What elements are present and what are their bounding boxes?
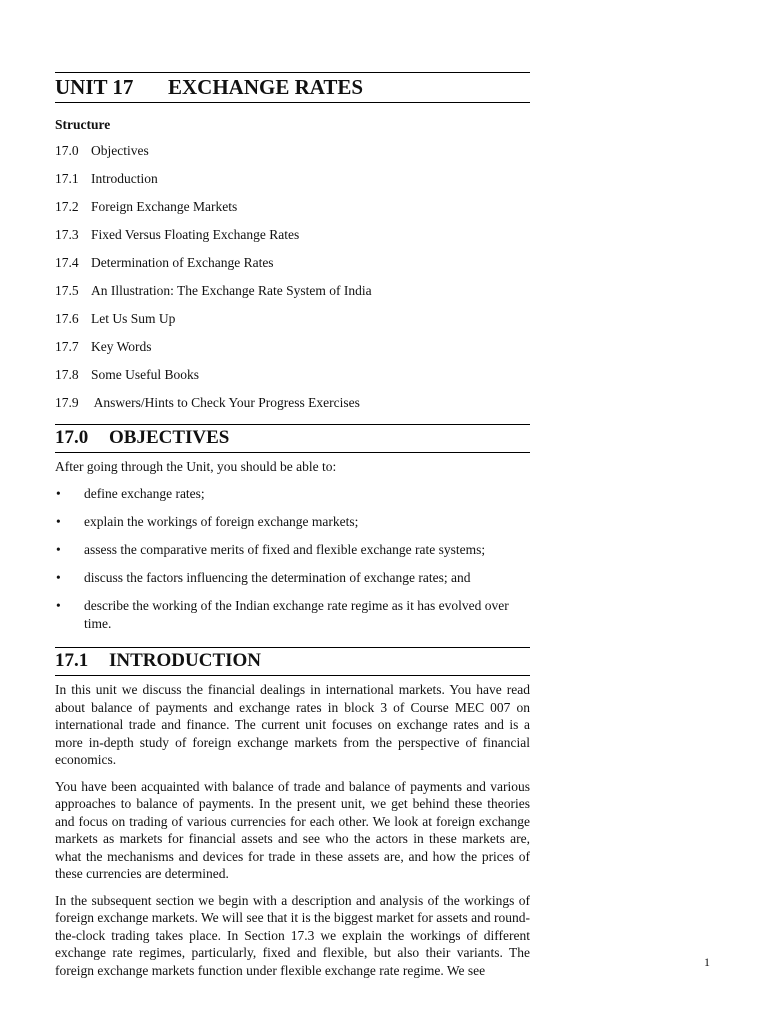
bullet-icon: • bbox=[56, 570, 61, 585]
toc-item-number: 17.9 bbox=[55, 395, 79, 410]
objective-item bbox=[55, 597, 530, 633]
objective-item bbox=[55, 569, 530, 587]
introduction-section-title: INTRODUCTION bbox=[109, 650, 262, 671]
document-page bbox=[55, 72, 530, 979]
objective-text: explain the workings of foreign exchange markets; bbox=[84, 514, 359, 529]
toc-item bbox=[55, 227, 530, 255]
objectives-section-title: OBJECTIVES bbox=[109, 427, 230, 448]
table-of-contents bbox=[55, 143, 530, 423]
toc-item bbox=[55, 339, 530, 367]
title-bottom-rule bbox=[55, 102, 530, 103]
toc-item-text: Answers/Hints to Check Your Progress Exercises bbox=[91, 395, 360, 410]
objective-text: describe the working of the Indian exchange rate regime as it has evolved over time. bbox=[84, 598, 509, 631]
objectives-list bbox=[55, 485, 530, 633]
toc-item-number: 17.7 bbox=[55, 339, 79, 354]
toc-item-text: Introduction bbox=[91, 171, 158, 186]
objective-text: assess the comparative merits of fixed and flexible exchange rate systems; bbox=[84, 542, 486, 557]
unit-number: UNIT 17 bbox=[55, 75, 134, 99]
toc-item-number: 17.4 bbox=[55, 255, 79, 270]
introduction-section-number: 17.1 bbox=[55, 650, 89, 671]
bullet-icon: • bbox=[56, 514, 61, 529]
toc-item bbox=[55, 311, 530, 339]
toc-item-number: 17.8 bbox=[55, 367, 79, 382]
toc-item-number: 17.1 bbox=[55, 171, 79, 186]
toc-item-number: 17.0 bbox=[55, 143, 79, 158]
objectives-section-number: 17.0 bbox=[55, 427, 89, 448]
structure-label: Structure bbox=[55, 117, 111, 132]
toc-item bbox=[55, 255, 530, 283]
objective-item bbox=[55, 513, 530, 531]
toc-item-text: Objectives bbox=[91, 143, 149, 158]
objectives-heading bbox=[55, 425, 530, 452]
objectives-bottom-rule bbox=[55, 452, 530, 453]
introduction-bottom-rule bbox=[55, 675, 530, 676]
introduction-heading bbox=[55, 648, 530, 675]
toc-item bbox=[55, 367, 530, 395]
unit-title bbox=[55, 73, 530, 102]
objectives-intro: After going through the Unit, you should be able to: bbox=[55, 459, 337, 474]
toc-item-number: 17.2 bbox=[55, 199, 79, 214]
bullet-icon: • bbox=[56, 598, 61, 613]
introduction-paragraph: You have been acquainted with balance of trade and balance of payments and various approaches to balance of payments. In the present unit, we get behind these theories and focus on trading of various currencies for each other. We look at foreign exchange markets as markets for financial assets and see who the actors in these markets are, what the mechanisms and devices for trade in these assets are, and how the prices of these currencies are determined. bbox=[55, 778, 530, 881]
toc-item-text: Fixed Versus Floating Exchange Rates bbox=[91, 227, 300, 242]
toc-item-text: Key Words bbox=[91, 339, 152, 354]
bullet-icon: • bbox=[56, 486, 61, 501]
toc-item-text: Determination of Exchange Rates bbox=[91, 255, 274, 270]
objective-item bbox=[55, 485, 530, 503]
toc-item-text: Foreign Exchange Markets bbox=[91, 199, 238, 214]
introduction-paragraph: In the subsequent section we begin with a description and analysis of the workings of foreign exchange markets. We will see that it is the biggest market for assets and round-the-clock trading takes place. In Section 17.3 we explain the workings of different exchange rate regimes, particularly, fixed and flexible, but also their variants. The foreign exchange markets function under flexible exchange rate regime. We see bbox=[55, 892, 530, 978]
toc-item-number: 17.3 bbox=[55, 227, 79, 242]
page-number: 1 bbox=[704, 955, 710, 969]
toc-item-text: Some Useful Books bbox=[91, 367, 199, 382]
toc-item bbox=[55, 283, 530, 311]
toc-item-number: 17.5 bbox=[55, 283, 79, 298]
introduction-paragraph: In this unit we discuss the financial dealings in international markets. You have read about balance of payments and exchange rates in block 3 of Course MEC 007 on international trade and finance. The current unit focuses on exchange rates and is a more in-depth study of foreign exchange markets from the perspective of financial economics. bbox=[55, 682, 530, 767]
unit-title-text: EXCHANGE RATES bbox=[168, 75, 364, 99]
toc-item-text: An Illustration: The Exchange Rate System of India bbox=[91, 283, 372, 298]
toc-item bbox=[55, 143, 530, 171]
toc-item-number: 17.6 bbox=[55, 311, 79, 326]
toc-item-text: Let Us Sum Up bbox=[91, 311, 176, 326]
bullet-icon: • bbox=[56, 542, 61, 557]
objective-text: discuss the factors influencing the determination of exchange rates; and bbox=[84, 570, 471, 585]
toc-item bbox=[55, 199, 530, 227]
toc-item bbox=[55, 171, 530, 199]
objective-item bbox=[55, 541, 530, 559]
toc-item bbox=[55, 395, 530, 423]
objective-text: define exchange rates; bbox=[84, 486, 205, 501]
